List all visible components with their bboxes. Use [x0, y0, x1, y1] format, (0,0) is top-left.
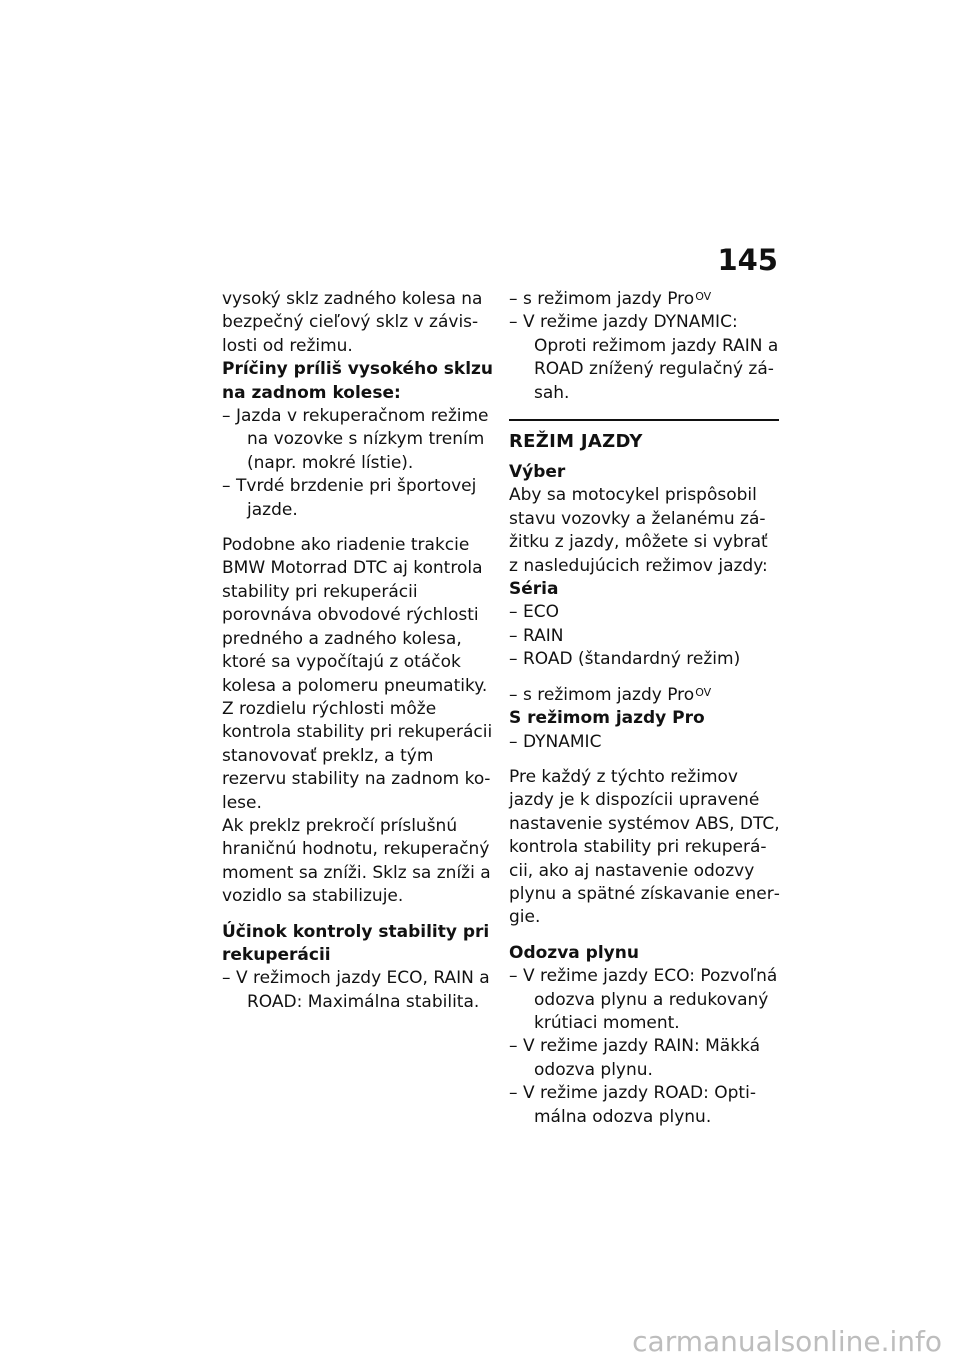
list-item: – s režimom jazdy Pro$^{OV}$ — [509, 288, 781, 311]
dash-bullet: – — [509, 312, 518, 333]
paragraph: Podobne ako riadenie trakcie BMW Motorrad DTC aj kontrola stability pri rekuperácii porovnáva obvodové rýchlosti predného a zadného kolesa, ktoré sa vypočítajú z otáčok kolesa a polomeru pneumatiky. Z rozdielu rýchlosti môže kontrola stability pri rekuperácii stanovovať preklz, a tým rezervu stability na zadnom kolese. — [222, 535, 493, 813]
list-item: – V režime jazdy DYNAMIC: Oproti režimom jazdy RAIN a ROAD znížený regulačný zásah. — [509, 312, 779, 403]
dash-bullet: – — [222, 968, 231, 989]
list-item: – DYNAMIC — [509, 731, 781, 754]
dash-bullet: – — [509, 1083, 518, 1104]
right-column — [509, 288, 781, 1129]
dash-bullet: – — [509, 602, 518, 623]
list-item: – Tvrdé brzdenie pri športovej jazde. — [222, 476, 477, 520]
paragraph: Ak preklz prekročí príslušnú hraničnú hodnotu, rekuperačný moment sa zníži. Sklz sa zníži a vozidlo sa stabilizuje. — [222, 815, 491, 907]
dash-bullet: – — [509, 625, 518, 646]
subheading-pro: S režimom jazdy Pro — [509, 708, 705, 729]
list-item: – ROAD (štandardný režim) — [509, 648, 781, 671]
list-item: – s režimom jazdy Pro$^{OV}$ — [509, 684, 781, 707]
dash-bullet: – — [509, 684, 518, 705]
paragraph: Pre každý z týchto režimov jazdy je k dispozícii upravené nastavenie systémov ABS, DTC, kontrola stability pri rekuperácii, ako aj nastavenie odozvy plynu a spätné získavanie energie. — [509, 766, 780, 928]
list-item: – ECO — [509, 601, 781, 624]
dash-bullet: – — [222, 406, 231, 427]
page-number: 145 — [717, 243, 778, 277]
list-item: – V režime jazdy RAIN: Mäkká odozva plynu. — [509, 1036, 761, 1080]
paragraph: vysoký sklz zadného kolesa na bezpečný cieľový sklz v závislosti od režimu. — [222, 289, 483, 356]
section-rule — [509, 419, 779, 421]
list-item: – RAIN — [509, 625, 781, 648]
dash-bullet: – — [509, 966, 518, 987]
section-title: REŽIM JAZDY — [509, 431, 643, 453]
subheading-series: Séria — [509, 579, 559, 600]
list-item: – V režime jazdy ROAD: Optimálna odozva plynu. — [509, 1083, 756, 1127]
subheading-selection: Výber — [509, 462, 566, 483]
subheading-throttle: Odozva plynu — [509, 942, 639, 963]
list-item: – V režimoch jazdy ECO, RAIN a ROAD: Maximálna stabilita. — [222, 968, 490, 1012]
left-column — [222, 288, 494, 1014]
dash-bullet: – — [509, 649, 518, 670]
ov-marker: OV — [695, 290, 712, 303]
list-item: – V režime jazdy ECO: Pozvoľná odozva plynu a redukovaný krútiaci moment. — [509, 966, 778, 1033]
dash-bullet: – — [222, 476, 231, 497]
subheading-effect: Účinok kontroly stability pri rekuperácii — [222, 921, 490, 965]
dash-bullet: – — [509, 731, 518, 752]
subheading-causes: Príčiny príliš vysokého sklzu na zadnom kolese: — [222, 359, 494, 403]
dash-bullet: – — [509, 289, 518, 309]
ov-marker: OV — [695, 685, 712, 699]
watermark-link[interactable]: carmanualsonline.info — [632, 1325, 942, 1358]
dash-bullet: – — [509, 1036, 518, 1057]
paragraph: Aby sa motocykel prispôsobil stavu vozovky a želanému zážitku z jazdy, môžete si vybrať z nasledujúcich režimov jazdy: — [509, 485, 768, 576]
list-item: – Jazda v rekuperačnom režime na vozovke s nízkym trením (napr. mokré lístie). — [222, 406, 489, 473]
